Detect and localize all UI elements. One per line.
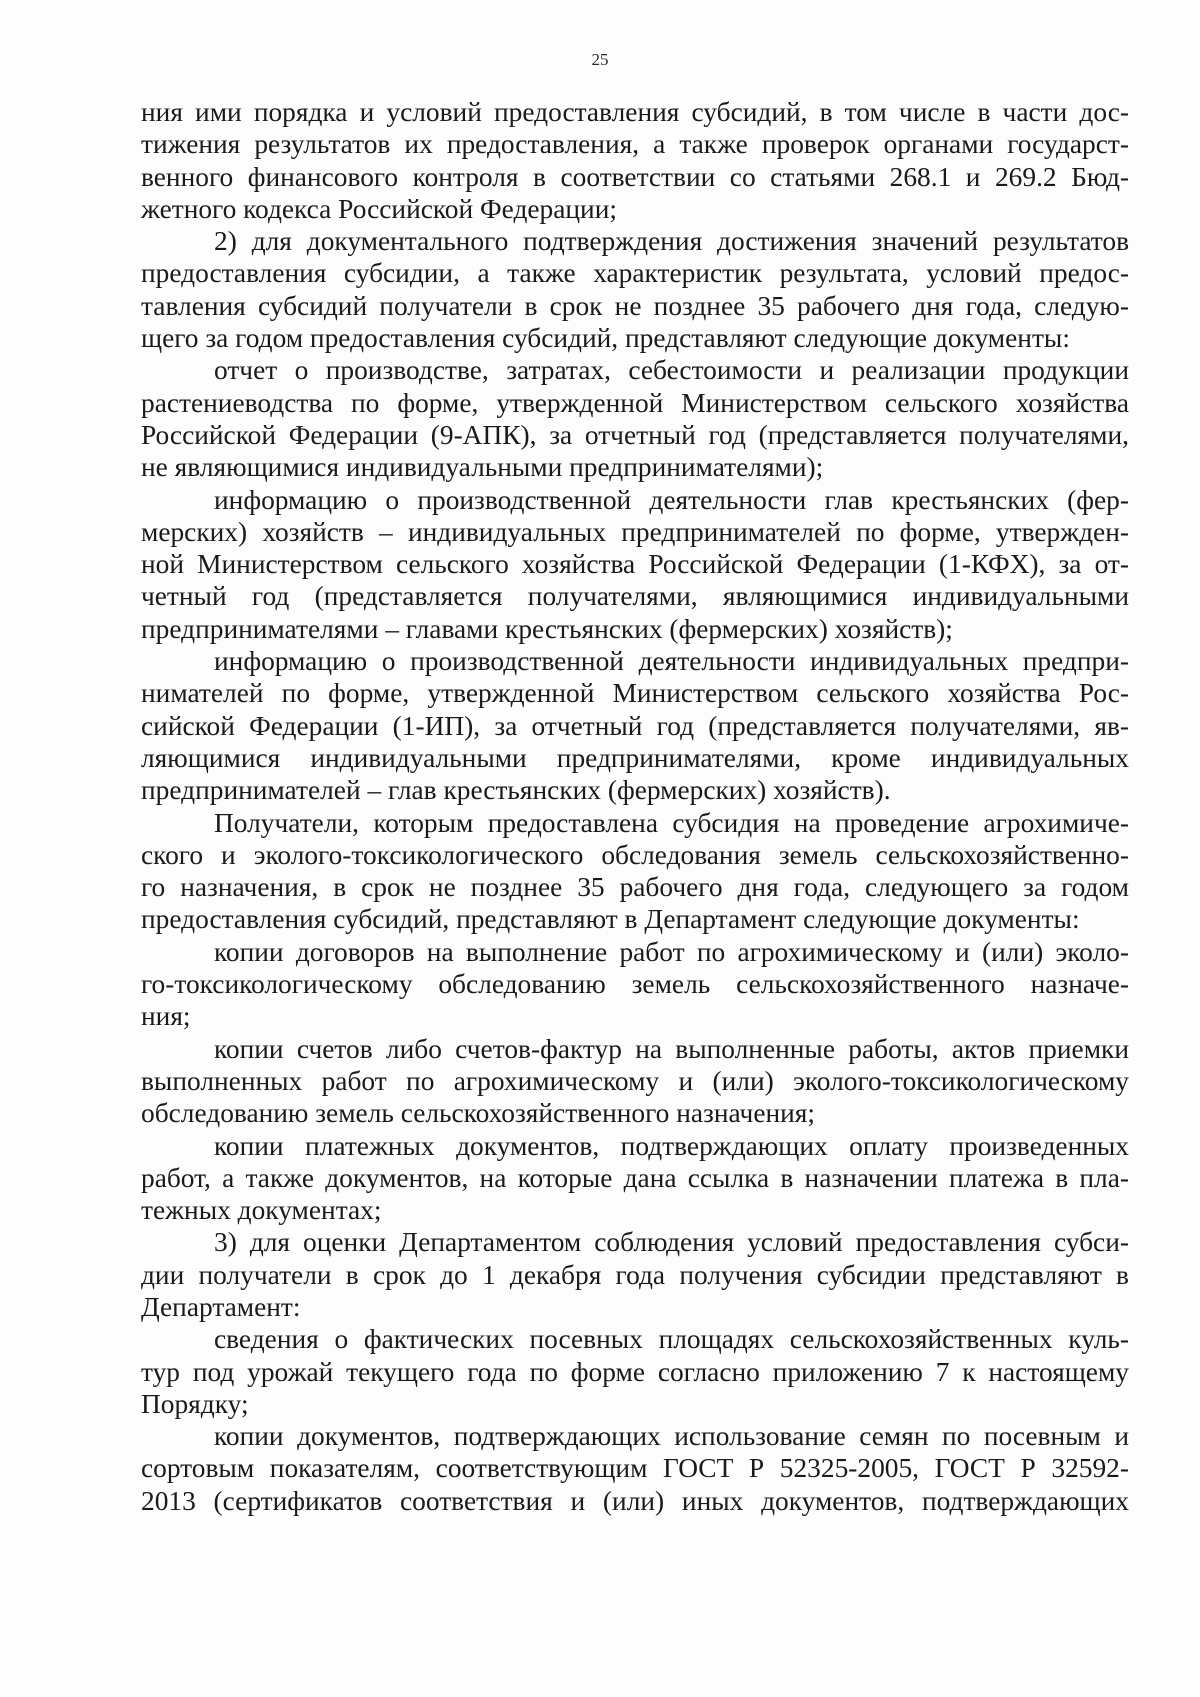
text-line: сведения о фактических посевных площадях сельскохозяйственных куль- <box>214 1324 1129 1355</box>
text-line: сийской Федерации (1-ИП), за отчетный год (представляется получателями, яв- <box>141 710 1129 741</box>
text-line: копии договоров на выполнение работ по агрохимическому и (или) эколо- <box>214 936 1129 967</box>
text-line: ния ими порядка и условий предоставления субсидий, в том числе в части дос- <box>141 97 1129 127</box>
text-line: тавления субсидий получатели в срок не позднее 35 рабочего дня года, следую- <box>141 290 1129 321</box>
text-line: дии получатели в срок до 1 декабря года получения субсидии представляют в <box>141 1259 1129 1290</box>
text-line: информацию о производственной деятельности глав крестьянских (фер- <box>214 484 1129 515</box>
text-line: четный год (представляется получателями, являющимися индивидуальными <box>141 581 1129 612</box>
text-line: предоставления субсидий, представляют в Департамент следующие документы: <box>141 904 1080 935</box>
text-line: Получатели, которым предоставлена субсидия на проведение агрохимиче- <box>214 807 1129 838</box>
text-line: го назначения, в срок не позднее 35 рабочего дня года, следующего за годом <box>141 872 1129 903</box>
text-line: мерских) хозяйств – индивидуальных предпринимателей по форме, утвержден- <box>141 516 1129 547</box>
page-number: 25 <box>591 50 609 69</box>
text-line: ной Министерством сельского хозяйства Российской Федерации (1-КФХ), за от- <box>141 549 1129 580</box>
text-line: сортовым показателям, соответствующим ГОСТ Р 52325-2005, ГОСТ Р 32592- <box>141 1453 1129 1484</box>
text-line: отчет о производстве, затратах, себестоимости и реализации продукции <box>214 355 1129 386</box>
text-line: копии платежных документов, подтверждающих оплату произведенных <box>214 1130 1129 1161</box>
text-line: Порядку; <box>141 1388 249 1419</box>
text-line: щего за годом предоставления субсидий, представляют следующие документы: <box>141 323 1070 354</box>
text-line: копии счетов либо счетов-фактур на выполненные работы, актов приемки <box>214 1033 1129 1064</box>
text-line: растениеводства по форме, утвержденной Министерством сельского хозяйства <box>141 387 1129 418</box>
text-line: ляющимися индивидуальными предпринимателями, кроме индивидуальных <box>141 742 1129 773</box>
text-line: 3) для оценки Департаментом соблюдения условий предоставления субси- <box>214 1227 1129 1258</box>
text-line: копии документов, подтверждающих использование семян по посевным и <box>214 1421 1129 1452</box>
text-line: 2) для документального подтверждения достижения значений результатов <box>214 226 1129 257</box>
text-line: обследованию земель сельскохозяйственного назначения; <box>141 1098 816 1129</box>
text-line: го-токсикологическому обследованию земель сельскохозяйственного назначе- <box>141 969 1129 1000</box>
text-line: предоставления субсидии, а также характеристик результата, условий предос- <box>141 258 1129 289</box>
text-line: венного финансового контроля в соответствии со статьями 268.1 и 269.2 Бюд- <box>141 161 1129 192</box>
text-line: Департамент: <box>141 1291 301 1322</box>
text-line: ния; <box>141 1001 191 1032</box>
text-line: 2013 (сертификатов соответствия и (или) иных документов, подтверждающих <box>141 1485 1129 1516</box>
text-line: информацию о производственной деятельности индивидуальных предпри- <box>214 646 1129 677</box>
document-body <box>141 96 1129 1517</box>
text-line: тижения результатов их предоставления, а также проверок органами государст- <box>141 129 1129 160</box>
text-line: не являющимися индивидуальными предпринимателями); <box>141 452 824 483</box>
text-line: жетного кодекса Российской Федерации; <box>141 193 617 224</box>
text-line: ского и эколого-токсикологического обследования земель сельскохозяйственно- <box>141 839 1129 870</box>
text-line: предпринимателями – главами крестьянских (фермерских) хозяйств); <box>141 613 953 644</box>
text-line: Российской Федерации (9-АПК), за отчетный год (представляется получателями, <box>141 419 1129 450</box>
text-line: предпринимателей – глав крестьянских (фермерских) хозяйств). <box>141 775 891 806</box>
text-line: выполненных работ по агрохимическому и (или) эколого-токсикологическому <box>141 1065 1129 1096</box>
text-line: работ, а также документов, на которые дана ссылка в назначении платежа в пла- <box>141 1162 1129 1193</box>
text-line: тежных документах; <box>141 1195 382 1226</box>
text-line: тур под урожай текущего года по форме согласно приложению 7 к настоящему <box>141 1356 1129 1387</box>
text-line: нимателей по форме, утвержденной Министерством сельского хозяйства Рос- <box>141 678 1129 709</box>
